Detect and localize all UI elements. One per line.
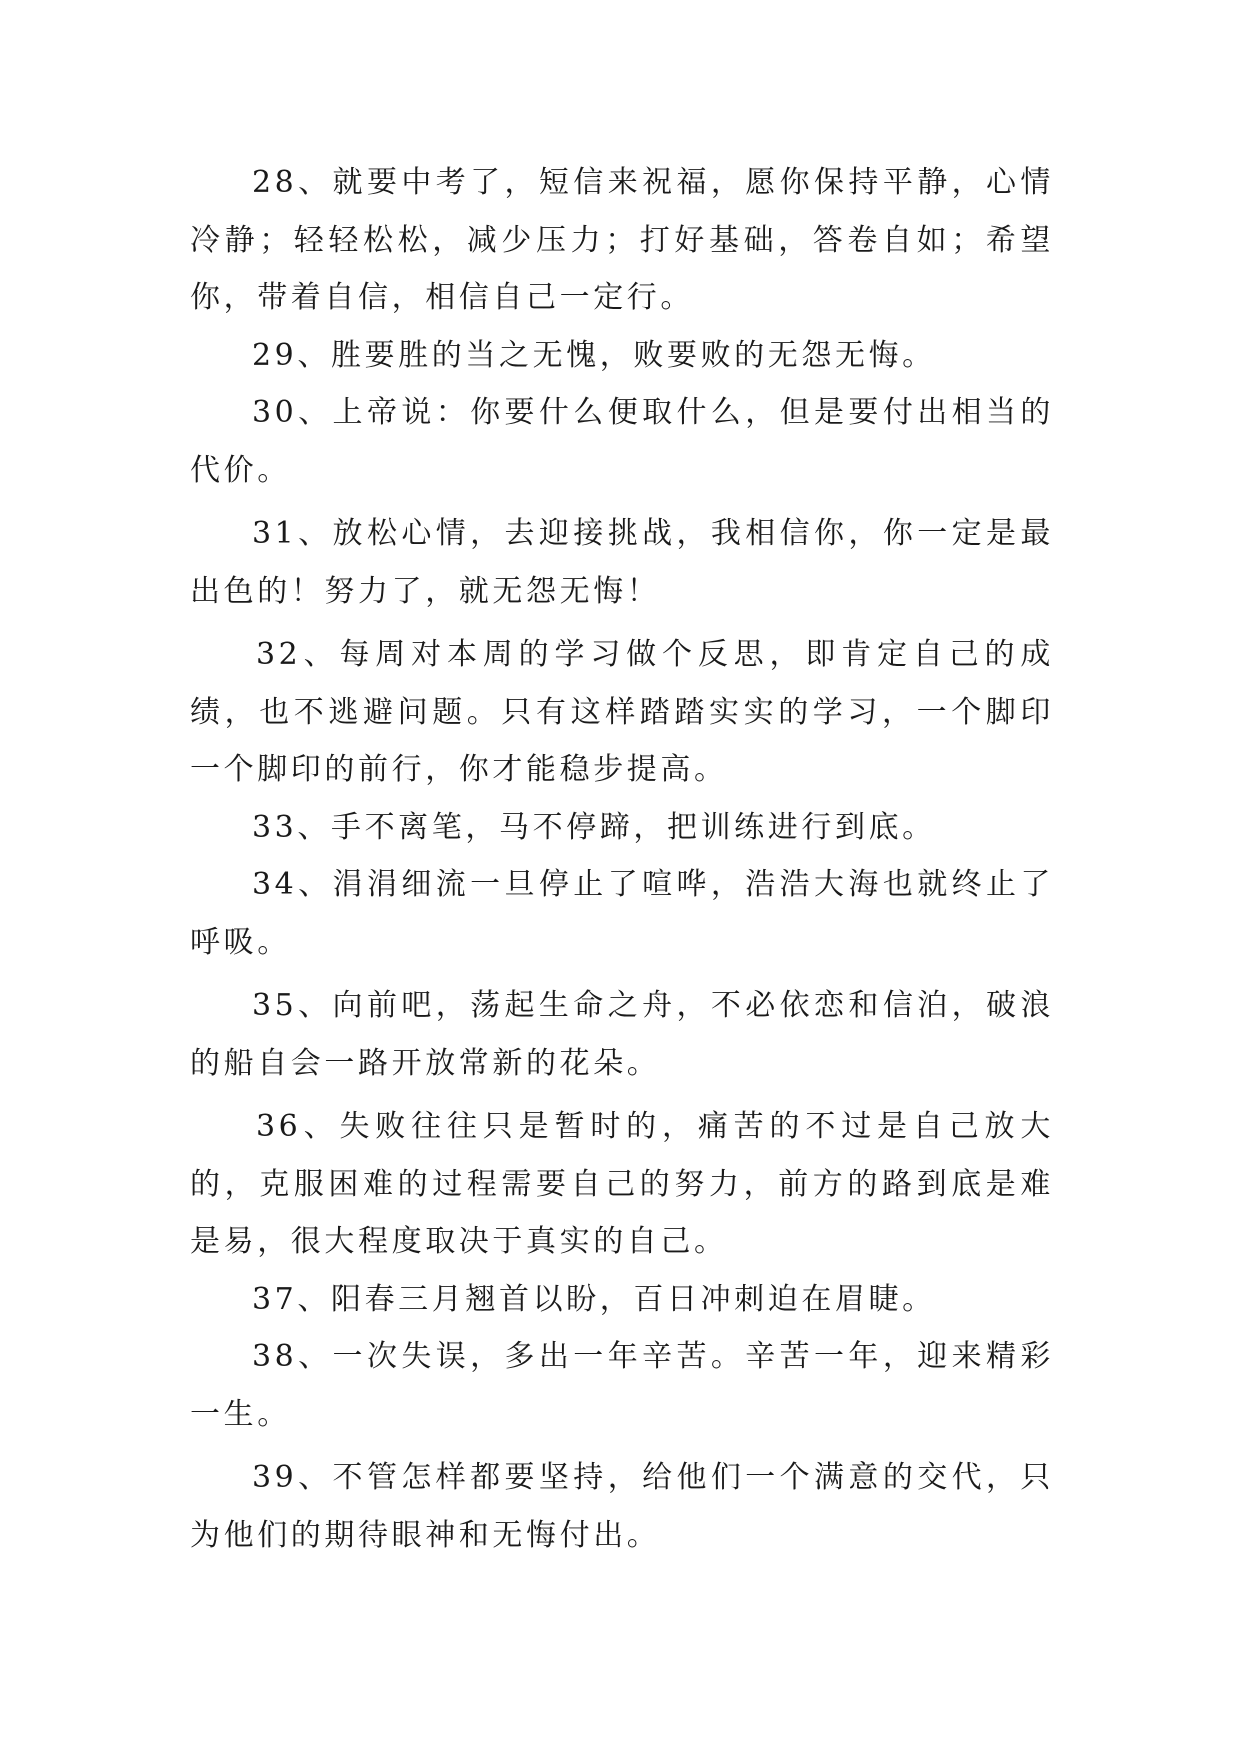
paragraph-39: 39、不管怎样都要坚持，给他们一个满意的交代，只为他们的期待眼神和无悔付出。 <box>190 1460 1054 1553</box>
document-body <box>190 154 1054 1564</box>
paragraph-37: 37、阳春三月翘首以盼，百日冲刺迫在眉睫。 <box>252 1281 936 1317</box>
paragraph-36: 36、失败往往只是暂时的，痛苦的不过是自己放大的，克服困难的过程需要自己的努力，前方的路到底是难是易，很大程度取决于真实的自己。 <box>190 1109 1054 1259</box>
paragraph-29: 29、胜要胜的当之无愧，败要败的无怨无悔。 <box>252 337 936 373</box>
paragraph-38: 38、一次失误，多出一年辛苦。辛苦一年，迎来精彩一生。 <box>190 1339 1054 1432</box>
paragraph-34: 34、涓涓细流一旦停止了喧哗，浩浩大海也就终止了呼吸。 <box>190 867 1054 960</box>
paragraph-32: 32、每周对本周的学习做个反思，即肯定自己的成绩，也不逃避问题。只有这样踏踏实实的学习，一个脚印一个脚印的前行，你才能稳步提高。 <box>190 637 1054 787</box>
paragraph-30: 30、上帝说：你要什么便取什么，但是要付出相当的代价。 <box>190 395 1054 488</box>
paragraph-31: 31、放松心情，去迎接挑战，我相信你，你一定是最出色的！努力了，就无怨无悔！ <box>190 516 1054 609</box>
paragraph-33: 33、手不离笔，马不停蹄，把训练进行到底。 <box>252 809 936 845</box>
paragraph-28: 28、就要中考了，短信来祝福，愿你保持平静，心情冷静；轻轻松松，减少压力；打好基础，答卷自如；希望你，带着自信，相信自己一定行。 <box>190 165 1054 315</box>
paragraph-35: 35、向前吧，荡起生命之舟，不必依恋和信泊，破浪的船自会一路开放常新的花朵。 <box>190 988 1054 1081</box>
